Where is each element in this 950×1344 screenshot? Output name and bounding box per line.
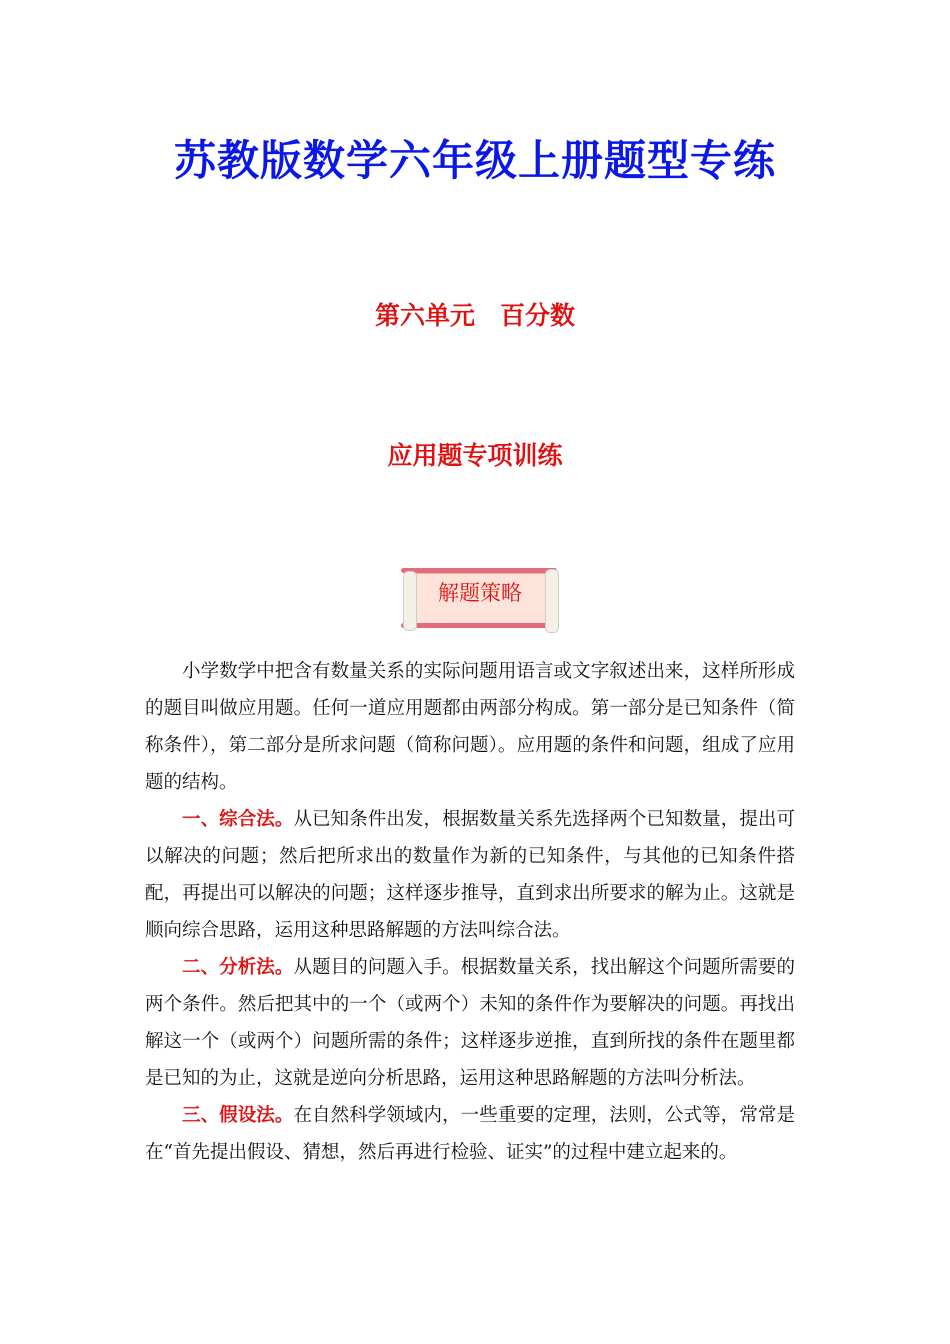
method-paragraph xyxy=(145,949,795,1097)
section-heading: 应用题专项训练 xyxy=(387,441,563,470)
scroll-banner xyxy=(393,563,563,633)
paragraph-text: 从题目的问题入手。根据数量关系，找出解这个问题所需要的两个条件。然后把其中的一个（或两个）未知的条件作为要解决的问题。再找出解这一个（或两个）问题所需的条件；这样逐步逆推，直到所找的条件在题里都是已知的为止，这就是逆向分析思路，运用这种思路解题的方法叫分析法。 xyxy=(145,957,795,1089)
method-paragraph xyxy=(145,1097,795,1171)
method-label: 二、分析法。 xyxy=(182,957,294,978)
paragraph-text: 小学数学中把含有数量关系的实际问题用语言或文字叙述出来，这样所形成的题目叫做应用题。任何一道应用题都由两部分构成。第一部分是已知条件（简称条件），第二部分是所求问题（简称问题）。应用题的条件和问题，组成了应用题的结构。 xyxy=(145,661,795,793)
method-label: 一、综合法。 xyxy=(182,809,294,830)
paragraph-text: 从已知条件出发，根据数量关系先选择两个已知数量，提出可以解决的问题；然后把所求出的数量作为新的已知条件，与其他的已知条件搭配，再提出可以解决的问题；这样逐步推导，直到求出所要求的解为止。这就是顺向综合思路，运用这种思路解题的方法叫综合法。 xyxy=(145,809,795,941)
banner-label: 解题策略 xyxy=(438,581,522,605)
document-title: 苏教版数学六年级上册题型专练 xyxy=(173,136,776,185)
scroll-roll-right xyxy=(545,569,559,633)
method-paragraph xyxy=(145,801,795,949)
intro-paragraph xyxy=(145,653,795,801)
unit-heading: 第六单元 百分数 xyxy=(374,301,575,330)
method-label: 三、假设法。 xyxy=(182,1105,294,1126)
document-body xyxy=(145,653,795,1171)
paragraph-text: 在自然科学领域内，一些重要的定理，法则，公式等，常常是在“首先提出假设、猜想，然后再进行检验、证实”的过程中建立起来的。 xyxy=(145,1105,795,1163)
scroll-rod-bottom xyxy=(401,623,557,628)
scroll-rod-top xyxy=(401,568,557,573)
